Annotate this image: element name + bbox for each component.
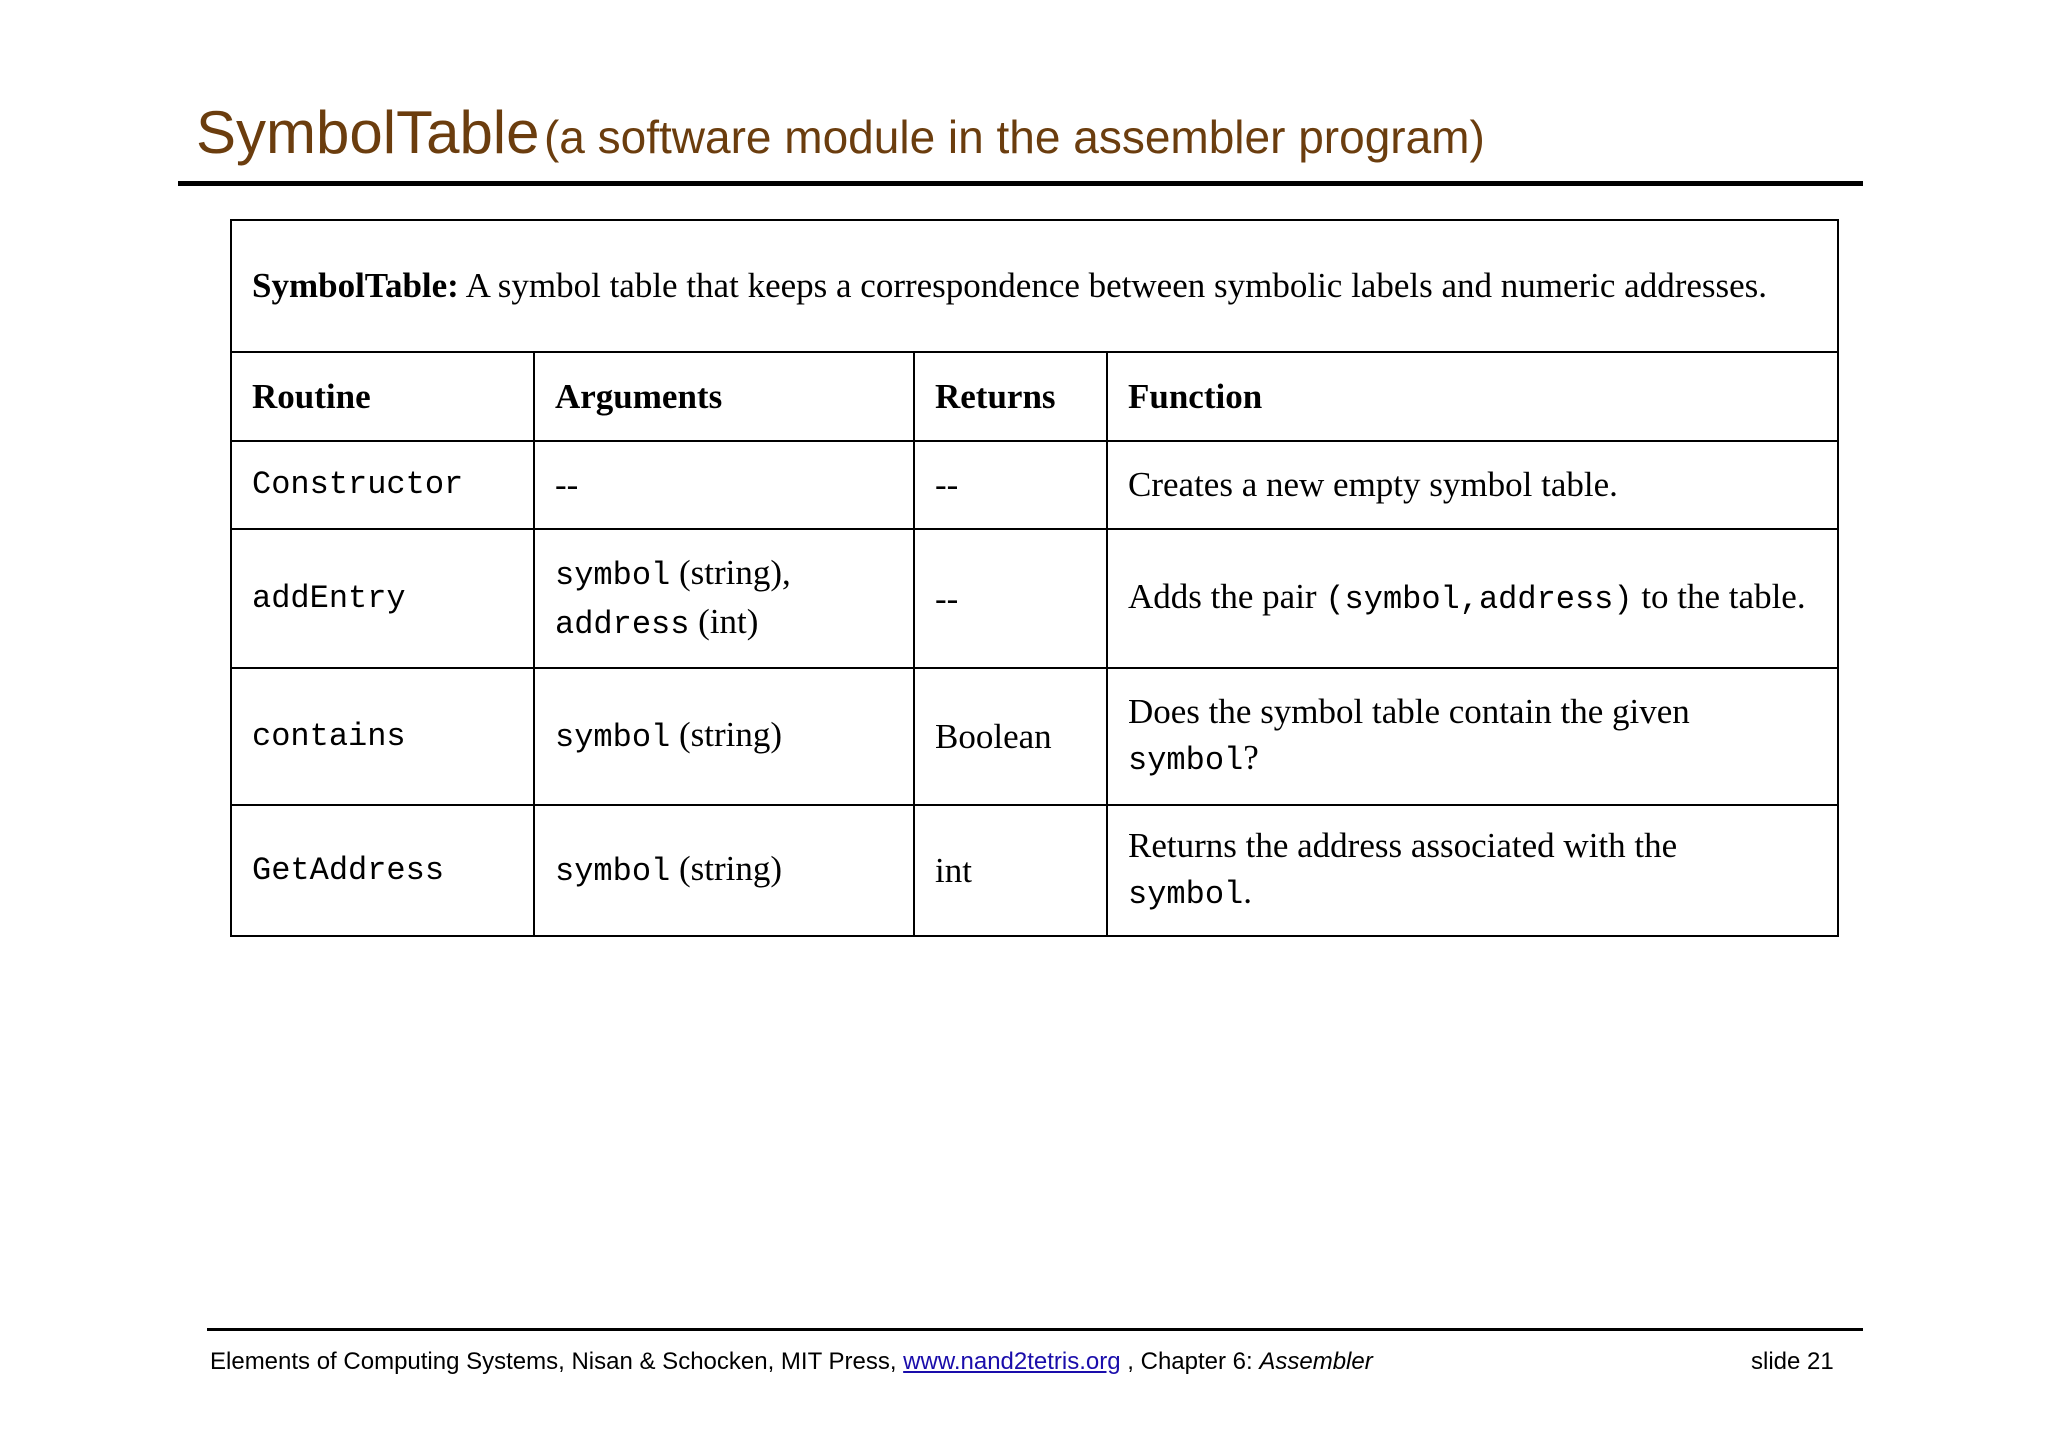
argument-code: address: [555, 605, 690, 643]
function-text: Returns the address associated with the: [1128, 826, 1678, 865]
footer-divider: [207, 1328, 1863, 1331]
routine-cell: addEntry: [231, 529, 534, 668]
table-header-row: [231, 352, 1838, 441]
api-table: [230, 219, 1839, 937]
arguments-cell: [534, 529, 914, 668]
column-header-routine: Routine: [231, 352, 534, 441]
column-header-arguments: Arguments: [534, 352, 914, 441]
routine-cell: Constructor: [231, 441, 534, 529]
function-text: ?: [1243, 738, 1259, 777]
function-code: symbol: [1128, 742, 1244, 779]
footer-text: , Chapter 6:: [1127, 1348, 1253, 1375]
arguments-cell: [534, 668, 914, 805]
column-header-returns: Returns: [914, 352, 1107, 441]
function-cell: [1107, 668, 1838, 805]
argument-type: (string): [678, 715, 783, 754]
function-cell: Creates a new empty symbol table.: [1107, 441, 1838, 529]
footer-citation: [210, 1348, 1373, 1376]
title-divider: [178, 181, 1863, 186]
function-text: .: [1243, 872, 1252, 911]
function-cell: [1107, 529, 1838, 668]
table-row: [231, 668, 1838, 805]
footer-chapter: Assembler: [1259, 1348, 1373, 1375]
slide-title-subtitle: (a software module in the assembler program): [543, 111, 1485, 163]
returns-cell: int: [914, 805, 1107, 936]
argument-code: symbol: [555, 556, 671, 594]
table-description: [231, 220, 1838, 352]
returns-cell: --: [914, 441, 1107, 529]
table-description-row: [231, 220, 1838, 352]
function-text: Adds the pair: [1128, 577, 1317, 616]
function-code: (symbol,address): [1325, 581, 1633, 618]
description-text: A symbol table that keeps a correspondence between symbolic labels and numeric addresses.: [465, 266, 1768, 305]
argument-code: symbol: [555, 719, 671, 756]
arguments-cell: --: [534, 441, 914, 529]
table-row: [231, 805, 1838, 936]
footer-text: Elements of Computing Systems, Nisan & Schocken, MIT Press,: [210, 1348, 897, 1375]
returns-cell: Boolean: [914, 668, 1107, 805]
column-header-function: Function: [1107, 352, 1838, 441]
function-cell: [1107, 805, 1838, 936]
arguments-cell: [534, 805, 914, 936]
function-code: symbol: [1128, 876, 1244, 913]
argument-code: symbol: [555, 853, 671, 890]
footer-link[interactable]: www.nand2tetris.org: [903, 1348, 1121, 1375]
function-text: Does the symbol table contain the given: [1128, 692, 1690, 731]
slide-title: [196, 98, 1485, 167]
argument-type: (string),: [678, 552, 791, 592]
table-row: [231, 529, 1838, 668]
argument-type: (int): [698, 601, 759, 641]
function-text: to the table.: [1641, 577, 1806, 616]
returns-cell: --: [914, 529, 1107, 668]
routine-cell: contains: [231, 668, 534, 805]
slide-number: slide 21: [1751, 1348, 1834, 1375]
routine-cell: GetAddress: [231, 805, 534, 936]
description-label: SymbolTable:: [252, 266, 459, 305]
table-row: [231, 441, 1838, 529]
slide-title-main: SymbolTable: [196, 99, 540, 166]
argument-type: (string): [678, 849, 783, 888]
